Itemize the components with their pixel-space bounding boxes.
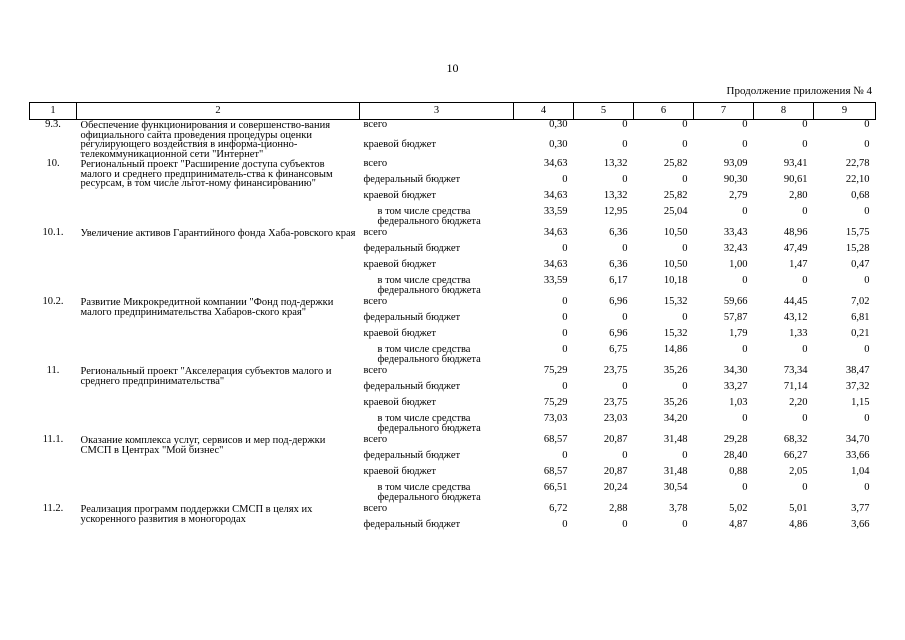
- value-cell: 0: [682, 519, 688, 530]
- value-cell: 59,66: [723, 296, 748, 307]
- column-header: 1: [30, 103, 77, 120]
- value-cell: 15,32: [663, 328, 688, 339]
- value-cell: 0,88: [729, 466, 748, 477]
- funding-source-label: в том числе средства федерального бюджета: [377, 206, 481, 227]
- value-cell: 22,10: [845, 174, 870, 185]
- value-cell: 0: [742, 413, 748, 424]
- table-row: [30, 159, 876, 175]
- value-cell: 34,63: [543, 158, 568, 169]
- value-cell: 0: [682, 312, 688, 323]
- value-cell: 20,87: [603, 466, 628, 477]
- value-cell: 0: [802, 344, 808, 355]
- funding-source-label: краевой бюджет: [363, 328, 436, 339]
- value-cell: 2,80: [789, 190, 808, 201]
- value-cell: 0: [622, 243, 628, 254]
- value-cell: 68,57: [543, 466, 568, 477]
- value-cell: 0: [864, 275, 870, 286]
- value-cell: 0: [682, 119, 688, 130]
- value-cell: 93,41: [783, 158, 808, 169]
- item-title: Обеспечение функционирования и совершенство-вания официального сайта проведения процедуры оценки регулирующего воздействия в информа-ционно-телекоммуникационной сети "Интернет": [80, 120, 331, 160]
- value-cell: 0: [802, 275, 808, 286]
- value-cell: 34,63: [543, 259, 568, 270]
- value-cell: 13,32: [603, 158, 628, 169]
- value-cell: 22,78: [845, 158, 870, 169]
- value-cell: 6,96: [609, 296, 628, 307]
- funding-source-label: всего: [363, 119, 388, 130]
- funding-source-label: всего: [363, 434, 388, 445]
- value-cell: 0,21: [851, 328, 870, 339]
- value-cell: 0: [864, 344, 870, 355]
- value-cell: 75,29: [543, 365, 568, 376]
- value-cell: 20,87: [603, 434, 628, 445]
- table-row: [30, 228, 876, 244]
- funding-source-label: в том числе средства федерального бюджета: [377, 275, 481, 296]
- value-cell: 5,02: [729, 503, 748, 514]
- column-header: 3: [360, 103, 514, 120]
- value-cell: 3,78: [669, 503, 688, 514]
- value-cell: 0: [682, 243, 688, 254]
- funding-source-label: всего: [363, 503, 388, 514]
- value-cell: 0: [864, 482, 870, 493]
- value-cell: 0: [682, 138, 688, 150]
- column-header: 8: [754, 103, 814, 120]
- value-cell: 31,48: [663, 466, 688, 477]
- value-cell: 6,72: [549, 503, 568, 514]
- funding-source-label: в том числе средства федерального бюджета: [377, 413, 481, 434]
- value-cell: 0,30: [549, 138, 568, 150]
- value-cell: 5,01: [789, 503, 808, 514]
- value-cell: 34,30: [723, 365, 748, 376]
- value-cell: 20,24: [603, 482, 628, 493]
- funding-source-label: всего: [363, 227, 388, 238]
- value-cell: 7,02: [851, 296, 870, 307]
- value-cell: 3,77: [851, 503, 870, 514]
- value-cell: 4,86: [789, 519, 808, 530]
- value-cell: 0: [802, 206, 808, 217]
- table-row: [30, 297, 876, 313]
- value-cell: 71,14: [783, 381, 808, 392]
- funding-source-label: в том числе средства федерального бюджета: [377, 482, 481, 503]
- value-cell: 6,36: [609, 227, 628, 238]
- value-cell: 0: [622, 381, 628, 392]
- value-cell: 0: [802, 413, 808, 424]
- funding-source-label: федеральный бюджет: [363, 312, 461, 323]
- value-cell: 34,63: [543, 227, 568, 238]
- value-cell: 73,03: [543, 413, 568, 424]
- item-number: 10.1.: [42, 227, 64, 238]
- value-cell: 57,87: [723, 312, 748, 323]
- value-cell: 1,00: [729, 259, 748, 270]
- value-cell: 0: [622, 519, 628, 530]
- value-cell: 2,20: [789, 397, 808, 408]
- value-cell: 0: [742, 119, 748, 130]
- value-cell: 0: [562, 381, 568, 392]
- value-cell: 25,04: [663, 206, 688, 217]
- funding-source-label: всего: [363, 365, 388, 376]
- value-cell: 33,66: [845, 450, 870, 461]
- value-cell: 25,82: [663, 190, 688, 201]
- item-number: 11.1.: [42, 434, 64, 445]
- value-cell: 10,50: [663, 227, 688, 238]
- value-cell: 0: [562, 328, 568, 339]
- value-cell: 0: [562, 519, 568, 530]
- value-cell: 0: [622, 312, 628, 323]
- funding-source-label: краевой бюджет: [363, 190, 436, 201]
- value-cell: 12,95: [603, 206, 628, 217]
- value-cell: 6,75: [609, 344, 628, 355]
- value-cell: 29,28: [723, 434, 748, 445]
- table-body: [30, 120, 876, 537]
- value-cell: 0: [742, 138, 748, 150]
- value-cell: 0: [864, 413, 870, 424]
- value-cell: 0: [742, 482, 748, 493]
- value-cell: 37,32: [845, 381, 870, 392]
- value-cell: 1,47: [789, 259, 808, 270]
- value-cell: 10,18: [663, 275, 688, 286]
- value-cell: 0: [742, 344, 748, 355]
- budget-table: [29, 102, 876, 536]
- value-cell: 66,27: [783, 450, 808, 461]
- value-cell: 34,20: [663, 413, 688, 424]
- value-cell: 1,79: [729, 328, 748, 339]
- table-row: [30, 120, 876, 140]
- value-cell: 2,88: [609, 503, 628, 514]
- value-cell: 0: [742, 206, 748, 217]
- funding-source-label: краевой бюджет: [363, 397, 436, 408]
- value-cell: 6,96: [609, 328, 628, 339]
- value-cell: 0: [622, 450, 628, 461]
- value-cell: 6,17: [609, 275, 628, 286]
- item-title: Развитие Микрокредитной компании "Фонд под-держки малого предпринимательства Хабаров-ского края": [80, 297, 334, 318]
- value-cell: 35,26: [663, 397, 688, 408]
- value-cell: 0: [802, 138, 808, 150]
- value-cell: 0,68: [851, 190, 870, 201]
- value-cell: 43,12: [783, 312, 808, 323]
- value-cell: 23,75: [603, 397, 628, 408]
- value-cell: 0: [864, 206, 870, 217]
- page-number: 10: [446, 61, 459, 75]
- item-number: 10.2.: [42, 296, 64, 307]
- value-cell: 75,29: [543, 397, 568, 408]
- value-cell: 33,27: [723, 381, 748, 392]
- value-cell: 35,26: [663, 365, 688, 376]
- value-cell: 1,03: [729, 397, 748, 408]
- value-cell: 23,03: [603, 413, 628, 424]
- value-cell: 0: [682, 381, 688, 392]
- table-row: [30, 504, 876, 520]
- continuation-note: Продолжение приложения № 4: [726, 85, 872, 97]
- value-cell: 38,47: [845, 365, 870, 376]
- funding-source-label: всего: [363, 158, 388, 169]
- value-cell: 14,86: [663, 344, 688, 355]
- item-title: Реализация программ поддержки СМСП в целях их ускоренного развития в моногородах: [80, 504, 313, 525]
- item-title: Увеличение активов Гарантийного фонда Хаба-ровского края: [80, 228, 356, 239]
- value-cell: 34,70: [845, 434, 870, 445]
- funding-source-label: краевой бюджет: [363, 466, 436, 477]
- value-cell: 1,04: [851, 466, 870, 477]
- value-cell: 68,57: [543, 434, 568, 445]
- value-cell: 15,32: [663, 296, 688, 307]
- value-cell: 0: [682, 174, 688, 185]
- value-cell: 15,75: [845, 227, 870, 238]
- funding-source-label: федеральный бюджет: [363, 450, 461, 461]
- value-cell: 0: [562, 174, 568, 185]
- item-number: 10.: [46, 158, 60, 169]
- value-cell: 4,87: [729, 519, 748, 530]
- value-cell: 0: [562, 450, 568, 461]
- value-cell: 1,15: [851, 397, 870, 408]
- value-cell: 68,32: [783, 434, 808, 445]
- column-header: 7: [694, 103, 754, 120]
- header-row: [30, 103, 876, 120]
- value-cell: 0: [562, 296, 568, 307]
- column-header: 4: [514, 103, 574, 120]
- value-cell: 13,32: [603, 190, 628, 201]
- value-cell: 2,79: [729, 190, 748, 201]
- value-cell: 0: [622, 138, 628, 150]
- funding-source-label: всего: [363, 296, 388, 307]
- item-title: Региональный проект "Акселерация субъектов малого и среднего предпринимательства": [80, 366, 332, 387]
- value-cell: 1,33: [789, 328, 808, 339]
- value-cell: 32,43: [723, 243, 748, 254]
- value-cell: 0: [802, 482, 808, 493]
- value-cell: 0: [562, 243, 568, 254]
- value-cell: 47,49: [783, 243, 808, 254]
- value-cell: 48,96: [783, 227, 808, 238]
- item-title: Оказание комплекса услуг, сервисов и мер под-держки СМСП в Центрах "Мой бизнес": [80, 435, 326, 456]
- value-cell: 0,47: [851, 259, 870, 270]
- value-cell: 15,28: [845, 243, 870, 254]
- column-header: 9: [814, 103, 876, 120]
- value-cell: 66,51: [543, 482, 568, 493]
- table-row: [30, 435, 876, 451]
- value-cell: 25,82: [663, 158, 688, 169]
- value-cell: 0: [622, 174, 628, 185]
- value-cell: 0: [682, 450, 688, 461]
- value-cell: 23,75: [603, 365, 628, 376]
- value-cell: 28,40: [723, 450, 748, 461]
- value-cell: 31,48: [663, 434, 688, 445]
- value-cell: 30,54: [663, 482, 688, 493]
- value-cell: 0: [622, 119, 628, 130]
- item-number: 11.2.: [42, 503, 64, 514]
- value-cell: 2,05: [789, 466, 808, 477]
- column-header: 2: [77, 103, 360, 120]
- funding-source-label: федеральный бюджет: [363, 243, 461, 254]
- value-cell: 0: [562, 312, 568, 323]
- value-cell: 0: [864, 119, 870, 130]
- value-cell: 90,61: [783, 174, 808, 185]
- funding-source-label: федеральный бюджет: [363, 519, 461, 530]
- value-cell: 33,59: [543, 275, 568, 286]
- value-cell: 44,45: [783, 296, 808, 307]
- value-cell: 0: [802, 119, 808, 130]
- funding-source-label: федеральный бюджет: [363, 174, 461, 185]
- value-cell: 6,36: [609, 259, 628, 270]
- item-number: 11.: [46, 365, 60, 376]
- value-cell: 33,43: [723, 227, 748, 238]
- item-title: Региональный проект "Расширение доступа субъектов малого и среднего предприниматель-ства к финансовым ресурсам, в том числе льгот-ному финансированию": [80, 159, 333, 189]
- item-number: 9.3.: [45, 119, 61, 130]
- table-row: [30, 366, 876, 382]
- value-cell: 10,50: [663, 259, 688, 270]
- funding-source-label: краевой бюджет: [363, 138, 436, 150]
- funding-source-label: в том числе средства федерального бюджета: [377, 344, 481, 365]
- value-cell: 0: [742, 275, 748, 286]
- value-cell: 0: [562, 344, 568, 355]
- value-cell: 0: [864, 138, 870, 150]
- value-cell: 0,30: [549, 119, 568, 130]
- value-cell: 6,81: [851, 312, 870, 323]
- value-cell: 90,30: [723, 174, 748, 185]
- column-header: 5: [574, 103, 634, 120]
- value-cell: 93,09: [723, 158, 748, 169]
- funding-source-label: федеральный бюджет: [363, 381, 461, 392]
- value-cell: 34,63: [543, 190, 568, 201]
- value-cell: 73,34: [783, 365, 808, 376]
- value-cell: 33,59: [543, 206, 568, 217]
- value-cell: 3,66: [851, 519, 870, 530]
- funding-source-label: краевой бюджет: [363, 259, 436, 270]
- column-header: 6: [634, 103, 694, 120]
